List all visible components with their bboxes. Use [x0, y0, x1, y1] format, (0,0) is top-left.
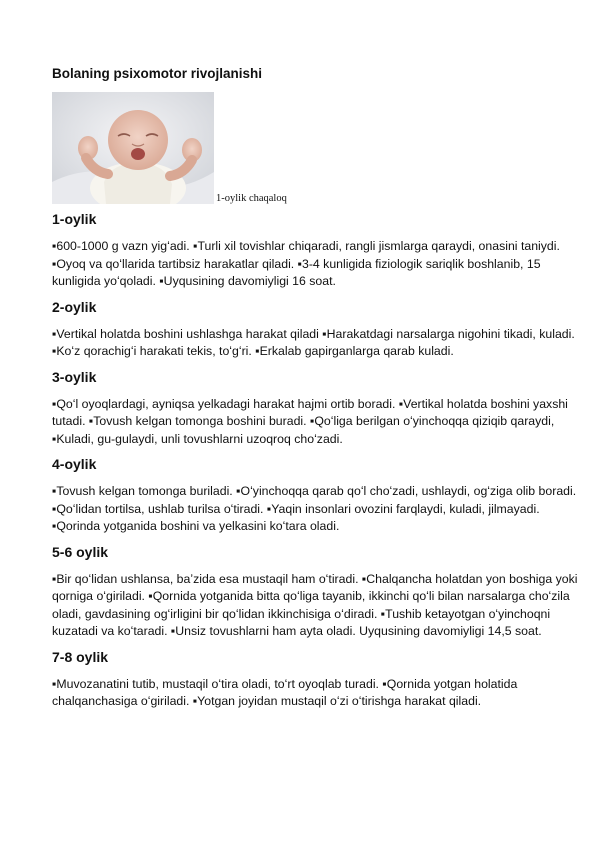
section-1-oylik — [52, 210, 584, 291]
section-text: ▪Bir qoʻlidan ushlansa, baʼzida esa mustaqil ham oʻtiradi. ▪Chalqancha holatdan yon boshiga yoki qorniga oʻgiriladi. ▪Qornida yotganida bitta qoʻliga tayanib, ikkinchi qoʻli bilan narsalarga choʻzila oladi, gavdasining ogʻirligini bir qoʻlidan ikkinchisiga oʻdiradi. ▪Tushib ketayotgan oʻyinchoqni kuzatadi va koʻtaradi. ▪Unsiz tovushlarni ham ayta oladi. Uyqusining davomiyligi 14,5 soat. — [52, 571, 578, 638]
crying-baby-image — [52, 92, 214, 204]
section-3-oylik — [52, 368, 584, 449]
section-text: ▪Qoʻl oyoqlardagi, ayniqsa yelkadagi harakat hajmi ortib boradi. ▪Vertikal holatda boshini yaxshi tutadi. ▪Tovush kelgan tomonga boshini buradi. ▪Qoʻliga berilgan oʻyinchoqqa qiziqib qaraydi, ▪Kuladi, gu-gulaydi, unli tovushlarni uzoqroq choʻzadi. — [52, 396, 568, 446]
section-7-8-oylik — [52, 648, 584, 711]
document-title: Bolaning psixomotor rivojlanishi — [52, 66, 263, 81]
section-text: ▪Muvozanatini tutib, mustaqil oʻtira oladi, toʻrt oyoqlab turadi. ▪Qornida yotgan holatida chalqanchasiga oʻgiriladi. ▪Yotgan joyidan mustaqil oʻzi oʻtirishga harakat qiladi. — [52, 676, 518, 708]
photo-caption: 1-oylik chaqaloq — [216, 193, 287, 204]
section-heading: 7-8 oylik — [52, 648, 109, 665]
section-2-oylik — [52, 298, 584, 361]
section-text: ▪Tovush kelgan tomonga buriladi. ▪Oʻyinchoqqa qarab qoʻl choʻzadi, ushlaydi, ogʻziga olib boradi. ▪Qoʻlidan tortilsa, ushlab turilsa oʻtiradi. ▪Yaqin insonlari ovozini farqlaydi, kuladi, jilmayadi. ▪Qorinda yotganida boshini va yelkasini koʻtara oladi. — [52, 484, 577, 533]
section-4-oylik — [52, 455, 584, 536]
section-heading: 2-oylik — [52, 298, 97, 315]
section-heading: 4-oylik — [52, 456, 97, 472]
section-text: ▪600-1000 g vazn yigʻadi. ▪Turli xil tovishlar chiqaradi, rangli jismlarga qaraydi, onasini taniydi. ▪Oyoq va qoʻllarida tartibsiz harakatlar qiladi. ▪3-4 kunligida fiziologik sariqlik boshlanib, 15 kunligida yoʻqoladi. ▪Uyqusining davomiyligi 16 soat. — [52, 239, 560, 288]
section-heading: 1-oylik — [52, 211, 97, 227]
section-5-6-oylik — [52, 543, 584, 641]
baby-photo — [52, 92, 214, 204]
section-heading: 3-oylik — [52, 368, 97, 385]
section-text: ▪Vertikal holatda boshini ushlashga harakat qiladi ▪Harakatdagi narsalarga nigohini tikadi, kuladi. ▪Koʻz qorachigʻi harakati tekis, toʻgʻri. ▪Erkalab gapirganlarga qarab kuladi. — [52, 326, 575, 358]
sections-container — [52, 210, 584, 718]
section-heading: 5-6 oylik — [52, 543, 109, 560]
